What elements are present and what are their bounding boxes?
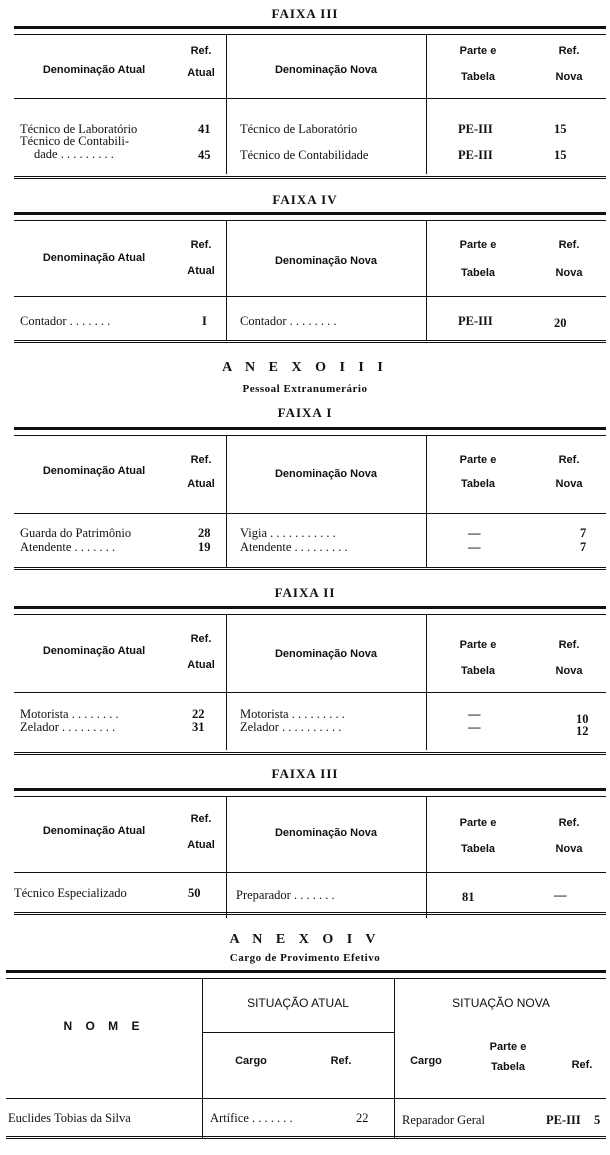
cell-ref-atual: 19 — [198, 540, 211, 554]
header-cargo-nova: Cargo — [410, 1055, 442, 1067]
header-parte-tabela-2: Tabela — [460, 71, 496, 83]
header-parte-tabela: Parte e — [459, 639, 497, 651]
cell-ref-nova: 7 — [580, 526, 587, 540]
header-ref-nova: Ref. — [571, 1059, 593, 1071]
header-parte-tabela: Parte e — [459, 454, 497, 466]
cell-ref-nova: 5 — [594, 1113, 601, 1127]
section-title-faixa-iii-b: FAIXA III — [271, 766, 339, 781]
cell-den-nova: Atendente . . . . . . . . . — [240, 540, 348, 554]
section-title-faixa-iii: FAIXA III — [271, 6, 339, 21]
header-parte-tabela-2: Tabela — [460, 267, 496, 279]
header-denominacao-nova: Denominação Nova — [274, 827, 378, 839]
header-ref-nova: Ref. — [558, 239, 580, 251]
cell-den-atual: Contador . . . . . . . — [20, 314, 111, 328]
header-denominacao-atual: Denominação Atual — [42, 465, 146, 477]
header-ref-atual: Ref. — [190, 813, 212, 825]
header-denominacao-atual: Denominação Atual — [42, 252, 146, 264]
header-ref-nova: Ref. — [558, 45, 580, 57]
cell-den-atual: dade . . . . . . . . . — [34, 147, 114, 161]
cell-ref-nova: — — [554, 888, 567, 902]
cell-den-atual: Técnico de Laboratório — [20, 122, 138, 136]
header-situacao-atual: SITUAÇÃO ATUAL — [247, 996, 349, 1010]
cell-parte: PE-III — [458, 122, 493, 136]
cell-den-atual: Zelador . . . . . . . . . — [20, 720, 116, 734]
cell-ref-atual: I — [202, 314, 207, 328]
header-situacao-nova: SITUAÇÃO NOVA — [452, 996, 550, 1010]
header-denominacao-atual: Denominação Atual — [42, 825, 146, 837]
cell-den-atual: Técnico de Contabili- — [20, 134, 129, 148]
anexo-iii-title: A N E X O I I I — [222, 360, 388, 375]
header-ref-atual-2: Atual — [187, 67, 215, 79]
header-parte-tabela: Parte e — [459, 45, 497, 57]
header-parte-tabela-2: Tabela — [460, 478, 496, 490]
section-title-faixa-i: FAIXA I — [277, 405, 333, 420]
cell-parte: — — [468, 707, 481, 721]
cell-den-nova: Técnico de Contabilidade — [240, 148, 369, 162]
cell-ref-atual: 45 — [198, 148, 211, 162]
header-denominacao-nova: Denominação Nova — [274, 64, 378, 76]
header-ref-atual: Ref. — [190, 239, 212, 251]
cell-cargo-nova: Reparador Geral — [402, 1113, 485, 1127]
section-title-faixa-ii: FAIXA II — [274, 585, 336, 600]
cell-parte: PE-III — [546, 1113, 581, 1127]
cell-ref-atual: 28 — [198, 526, 211, 540]
header-ref-atual-2: Atual — [187, 265, 215, 277]
header-ref-nova: Ref. — [558, 454, 580, 466]
header-cargo-atual: Cargo — [235, 1055, 267, 1067]
cell-den-nova: Contador . . . . . . . . — [240, 314, 337, 328]
cell-nome: Euclides Tobias da Silva — [8, 1111, 131, 1125]
header-ref-atual: Ref. — [330, 1055, 352, 1067]
header-parte-tabela-2: Tabela — [490, 1061, 526, 1073]
header-parte-tabela: Parte e — [459, 239, 497, 251]
header-denominacao-nova: Denominação Nova — [274, 255, 378, 267]
cell-den-atual: Guarda do Patrimônio — [20, 526, 132, 540]
cell-parte: — — [468, 540, 481, 554]
cell-ref-atual: 41 — [198, 122, 211, 136]
anexo-iv-subtitle: Cargo de Provimento Efetivo — [229, 952, 381, 964]
header-ref-nova: Ref. — [558, 639, 580, 651]
table-faixa-ii — [14, 606, 606, 756]
cell-ref-nova: 12 — [576, 724, 589, 738]
anexo-iv-title: A N E X O I V — [229, 932, 381, 947]
cell-den-atual: Atendente . . . . . . . — [20, 540, 116, 554]
cell-den-atual: Técnico Especializado — [14, 886, 127, 900]
header-denominacao-atual: Denominação Atual — [42, 645, 146, 657]
cell-ref-nova: 10 — [576, 712, 589, 726]
header-ref-nova-2: Nova — [555, 843, 583, 855]
header-ref-nova-2: Nova — [555, 665, 583, 677]
header-ref-atual-2: Atual — [187, 659, 215, 671]
header-ref-atual: Ref. — [190, 633, 212, 645]
cell-den-nova: Preparador . . . . . . . — [236, 888, 335, 902]
cell-ref-nova: 7 — [580, 540, 587, 554]
cell-den-nova: Motorista . . . . . . . . . — [240, 707, 345, 721]
header-ref-atual: Ref. — [190, 454, 212, 466]
cell-parte: — — [468, 720, 481, 734]
cell-parte: PE-III — [458, 314, 493, 328]
cell-den-nova: Zelador . . . . . . . . . . — [240, 720, 342, 734]
header-denominacao-nova: Denominação Nova — [274, 468, 378, 480]
table-cargo-provimento — [6, 970, 606, 1150]
header-ref-atual-2: Atual — [187, 478, 215, 490]
header-ref-nova-2: Nova — [555, 267, 583, 279]
header-parte-tabela-2: Tabela — [460, 665, 496, 677]
cell-ref-nova: 15 — [554, 122, 567, 136]
table-faixa-iii — [14, 26, 606, 186]
cell-den-nova: Vigia . . . . . . . . . . . — [240, 526, 336, 540]
cell-ref-nova: 20 — [554, 316, 567, 330]
cell-den-nova: Técnico de Laboratório — [240, 122, 358, 136]
cell-den-atual: Motorista . . . . . . . . — [20, 707, 119, 721]
header-parte-tabela: Parte e — [459, 817, 497, 829]
header-ref-atual-2: Atual — [187, 839, 215, 851]
section-title-faixa-iv: FAIXA IV — [272, 192, 338, 207]
cell-ref-atual: 50 — [188, 886, 201, 900]
cell-parte: PE-III — [458, 148, 493, 162]
header-denominacao-nova: Denominação Nova — [274, 648, 378, 660]
cell-parte: — — [468, 526, 481, 540]
table-faixa-iii-b — [14, 788, 606, 922]
header-ref-nova: Ref. — [558, 817, 580, 829]
header-ref-nova-2: Nova — [555, 71, 583, 83]
table-faixa-iv — [14, 212, 606, 352]
cell-ref-atual: 22 — [356, 1111, 369, 1125]
header-denominacao-atual: Denominação Atual — [42, 64, 146, 76]
header-nome: N O M E — [63, 1019, 145, 1033]
header-ref-nova-2: Nova — [555, 478, 583, 490]
table-faixa-i — [14, 427, 606, 577]
cell-ref-atual: 31 — [192, 720, 205, 734]
cell-ref-nova: 15 — [554, 148, 567, 162]
cell-ref-atual: 22 — [192, 707, 205, 721]
anexo-iii-subtitle: Pessoal Extranumerário — [242, 383, 368, 395]
header-ref-atual: Ref. — [190, 45, 212, 57]
header-parte-tabela: Parte e — [489, 1041, 527, 1053]
cell-parte: 81 — [462, 890, 475, 904]
cell-cargo-atual: Artífice . . . . . . . — [210, 1111, 293, 1125]
header-parte-tabela-2: Tabela — [460, 843, 496, 855]
